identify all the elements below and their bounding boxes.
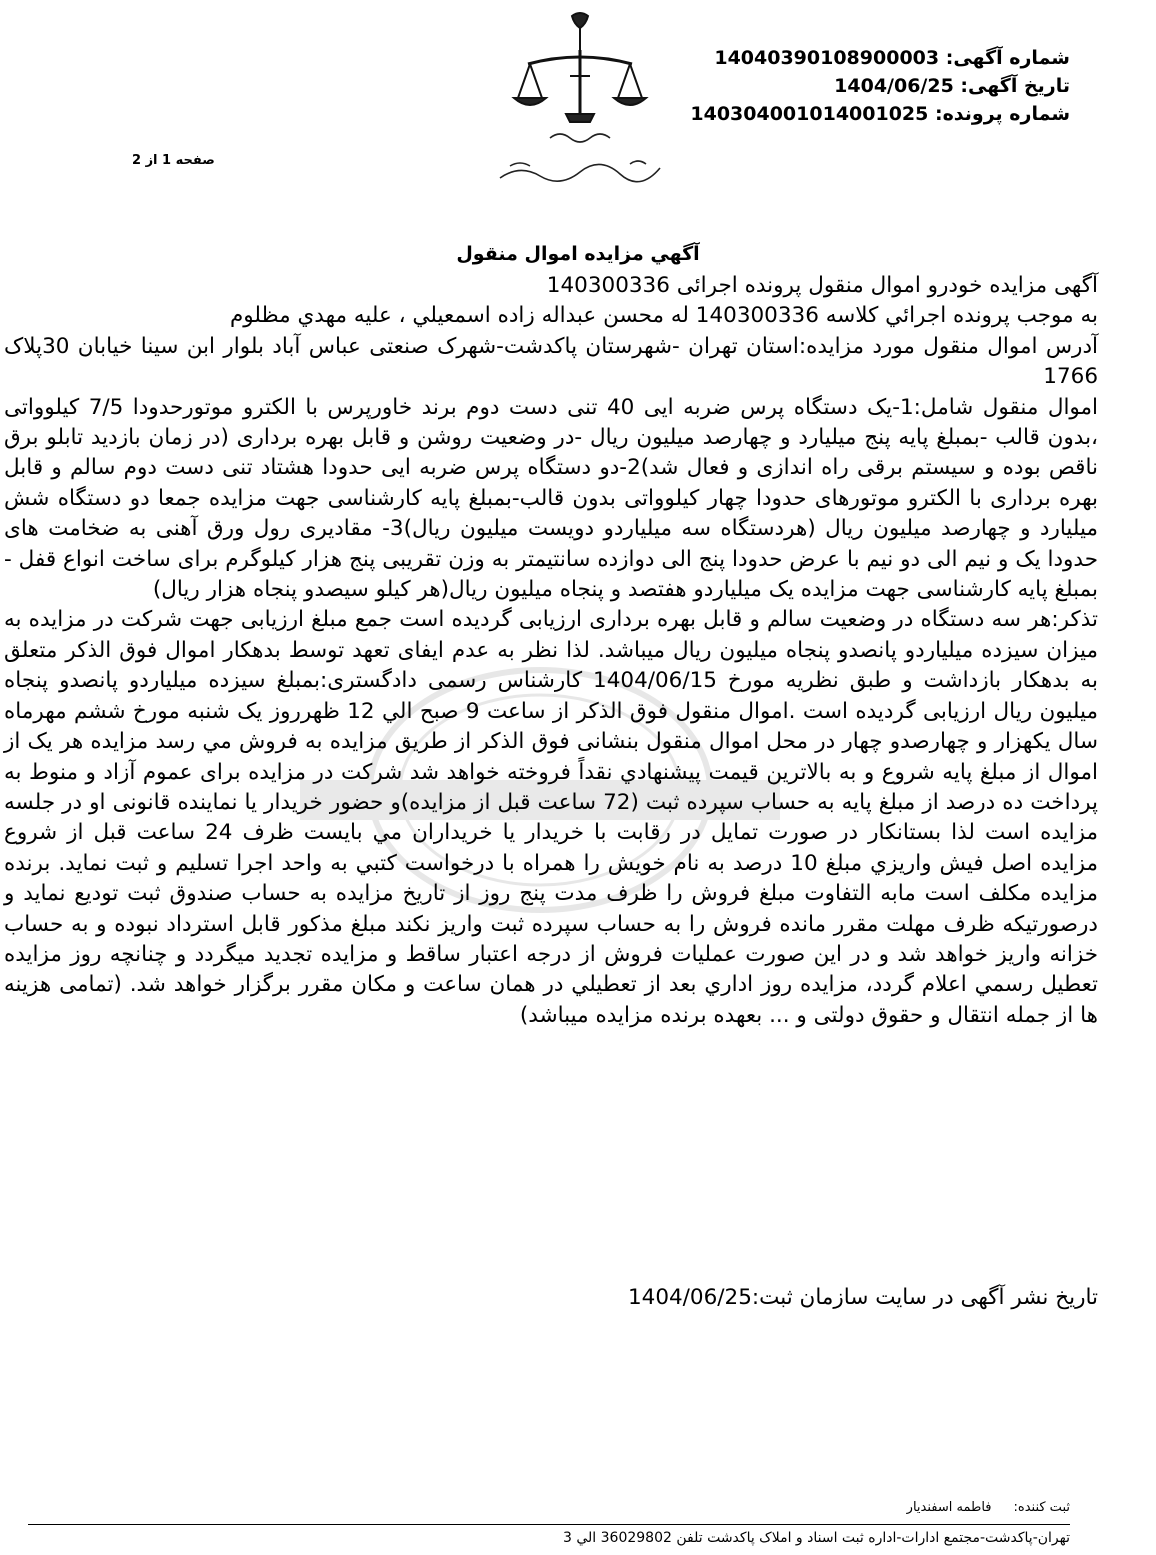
- notice-number: 14040390108900003: [714, 47, 940, 69]
- auction-terms: تذکر:هر سه دستگاه در وضعیت سالم و قابل بهره برداری ارزیابی گردیده است جمع مبلغ ارزیابی جهت شرکت در مزایده به میزان سیزده میلیاردو پانصدو پنجاه میلیون ریال میباشد. لذا نظر به عدم ایفای تعهد توسط بدهکار اموال فوق الذکر متعلق به بدهکار بازداشت و طبق نظریه مورخ 1404/06/15 کارشناس رسمی دادگستری:بمبلغ سیزده میلیاردو پانصدو پنجاه میلیون ریال ارزیابی گردیده است .اموال منقول فوق الذکر از ساعت 9 صبح الي 12 ظهرروز یک شنبه مورخ ششم مهرماه سال یکهزار و چهارصدو چهار در محل اموال منقول بنشانی فوق الذکر از طريق مزايده به فروش مي رسد مزايده هر يک از اموال از مبلغ پايه شروع و به بالاترين قيمت پيشنهادي نقداً فروخته خواهد شد شرکت در مزایده برای عموم آزاد و منوط به پرداخت ده درصد از مبلغ پایه به حساب سپرده ثبت (72 ساعت قبل از مزایده)و حضور خریدار یا نماینده قانونی او در جلسه مزایده است لذا بستانکار در صورت تمایل در رقابت با خریدار یا خريداران مي بایست ظرف 24 ساعت قبل از شروع مزایده اصل فیش واریزي مبلغ 10 درصد به نام خویش را همراه با درخواست کتبي به واحد اجرا تسلیم و ثبت نماید. برنده مزایده مکلف است مابه التفاوت مبلغ فروش را ظرف مدت پنج روز از تاريخ مزايده به حساب صندوق ثبت توديع نمايد و درصورتيکه ظرف مهلت مقرر مانده فروش را به حساب سپرده ثبت واريز نکند مبلغ مذکور قابل استرداد نبوده و به حساب خزانه واريز خواهد شد و در اين صورت عمليات فروش از درجه اعتبار ساقط و مزايده تجديد ميگردد و چنانچه روز مزايده تعطيل رسمي اعلام گردد، مزايده روز اداري بعد از تعطيلي در همان ساعت و مکان مقرر برگزار خواهد شد. (تمامی هزینه ها از جمله انتقال و حقوق دولتی و ... بعهده برنده مزایده میباشد): [4, 607, 1098, 1028]
- judiciary-emblem: [480, 6, 680, 196]
- notice-number-row: [690, 44, 1070, 72]
- notice-date: 1404/06/25: [834, 75, 954, 97]
- notice-number-label: شماره آگهی:: [945, 47, 1070, 69]
- notice-parties: به موجب پرونده اجرائي کلاسه 140300336 له محسن عبداله زاده اسمعيلي ، عليه مهدي مظلوم: [229, 303, 1098, 329]
- property-address: آدرس اموال منقول مورد مزایده:استان تهران -شهرستان پاکدشت-شهرک صنعتی عباس آباد بلوار ابن سینا خیابان 30پلاک 1766: [4, 333, 1098, 390]
- notice-subject: آگهی مزایده خودرو اموال منقول پرونده اجرائی 140300336: [546, 273, 1098, 298]
- notice-body: [4, 271, 1098, 1031]
- notice-title: آگهي مزايده اموال منقول: [456, 243, 700, 265]
- publish-date-line: تاریخ نشر آگهی در سایت سازمان ثبت:1404/06/25: [627, 1285, 1098, 1310]
- file-number: 140304001014001025: [690, 103, 929, 125]
- file-number-label: شماره پرونده:: [934, 103, 1070, 125]
- file-number-row: [690, 100, 1070, 128]
- registrar-label: ثبت کننده:: [1013, 1500, 1070, 1515]
- notice-date-row: [690, 72, 1070, 100]
- property-items: اموال منقول شامل:1-یک دستگاه پرس ضربه ایی 40 تنی دست دوم برند خاورپرس با الکترو موتورحدودا 7/5 کیلوواتی ،بدون قالب -بمبلغ پایه پنج میلیارد و چهارصد میلیون ریال -در وضعیت روشن و قابل بهره برداری (در زمان بازدید تابلو برق ناقص بوده و سیستم برقی راه اندازی و فعال شد)2-دو دستگاه پرس ضربه ایی حدودا هشتاد تنی دست دوم سالم و قابل بهره برداری با الکترو موتورهای حدودا چهار کیلوواتی بدون قالب-بمبلغ پایه کارشناسی جهت مزایده جمعا دو دستگاه شش میلیارد و چهارصد میلیون ریال (هردستگاه سه میلیاردو دویست میلیون ریال)3- مقادیری رول ورق آهنی به ضخامت های حدودا یک و نیم الی دو نیم با عرض حدودا پنج الی دوازده سانتیمتر به وزن تقریبی پنج هزار کیلوگرم برای ساخت انواع قفل - بمبلغ پایه کارشناسی جهت مزایده یک میلیاردو هفتصد و پنجاه میلیون ریال(هر کیلو سیصدو پنجاه هزار ریال): [4, 394, 1099, 603]
- notice-meta: [690, 44, 1070, 128]
- registrar: [907, 1500, 1070, 1515]
- page-indicator: صفحه 1 از 2: [132, 153, 215, 168]
- scales-of-justice-icon: [480, 6, 680, 196]
- office-address: تهران-پاکدشت-مجتمع ادارات-اداره ثبت اسناد و املاک پاکدشت تلفن 36029802 الي 3: [562, 1530, 1070, 1546]
- notice-date-label: تاریخ آگهی:: [960, 75, 1070, 97]
- registrar-name: فاطمه اسفنديار: [906, 1500, 992, 1515]
- footer-divider: [28, 1524, 1070, 1525]
